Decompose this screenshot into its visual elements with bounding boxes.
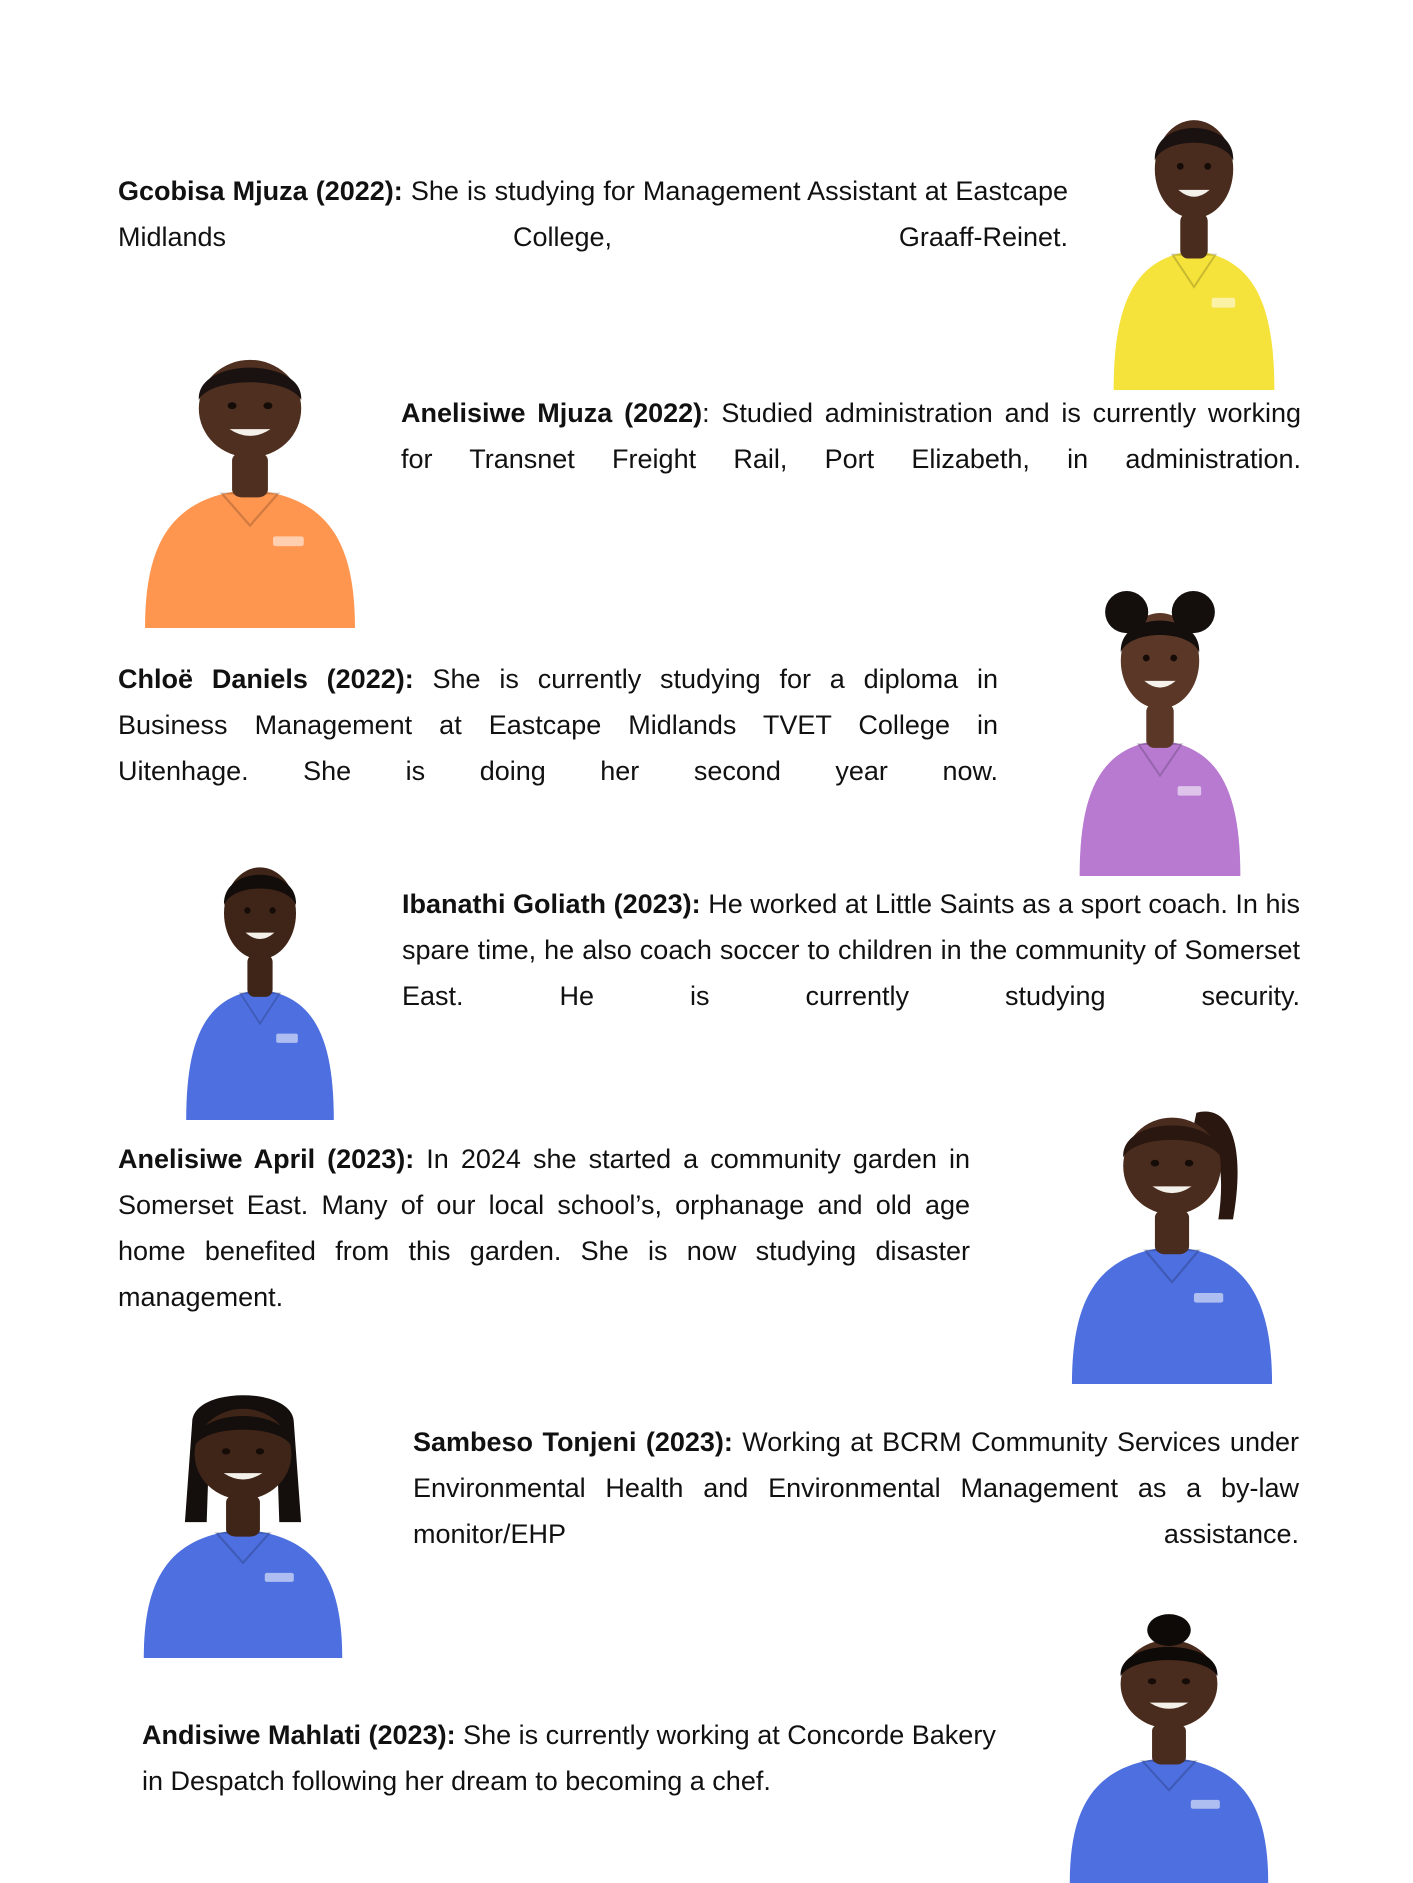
profile-name: Gcobisa Mjuza (2022):: [118, 176, 403, 206]
profile-text: In 2024 she started a community garden in Somerset East. Many of our local school’s, orphanage and old age home benefited from this garden. She is now studying disaster management.: [118, 1144, 970, 1312]
profile-entry-ibanathi: [402, 881, 1300, 1065]
profile-entry-gcobisa: [118, 168, 1068, 306]
profile-name: Chloë Daniels (2022):: [118, 664, 414, 694]
profile-name: Andisiwe Mahlati (2023):: [142, 1720, 456, 1750]
profile-entry-anelisiwe-april: [118, 1136, 970, 1366]
hair-puff-shape: [1172, 591, 1215, 633]
logo-badge-shape: [273, 536, 304, 546]
logo-badge-shape: [1191, 1800, 1220, 1809]
profile-name: Anelisiwe April (2023):: [118, 1144, 415, 1174]
logo-badge-shape: [1178, 786, 1202, 796]
portrait-anelisiwe-mjuza: [122, 316, 378, 628]
profile-entry-chloe: [118, 656, 998, 840]
neck-shape: [232, 453, 268, 498]
hair-bun-shape: [1147, 1614, 1191, 1646]
logo-badge-shape: [276, 1034, 298, 1043]
profile-text: He worked at Little Saints as a sport coach. In his spare time, he also coach soccer to children in the community of Somerset East. He is currently studying security.: [402, 889, 1300, 1011]
profile-name: Ibanathi Goliath (2023):: [402, 889, 701, 919]
profile-text: She is studying for Management Assistant at Eastcape Midlands College, Graaff-Reinet.: [118, 176, 1068, 252]
eye-shape: [1182, 1678, 1190, 1684]
eye-shape: [1177, 163, 1184, 170]
portrait-ibanathi: [170, 826, 350, 1120]
neck-shape: [226, 1495, 260, 1537]
neck-shape: [1146, 704, 1173, 748]
eye-shape: [1170, 655, 1177, 662]
profile-name: Anelisiwe Mjuza (2022): [401, 398, 703, 428]
logo-badge-shape: [1194, 1293, 1223, 1303]
hair-puff-shape: [1105, 591, 1148, 633]
eye-shape: [269, 907, 275, 913]
eye-shape: [1185, 1160, 1194, 1167]
neck-shape: [1180, 213, 1207, 258]
eye-shape: [256, 1448, 264, 1454]
neck-shape: [1155, 1210, 1189, 1255]
profile-text: : Studied administration and is currently working for Transnet Freight Rail, Port Elizabeth, in administration.: [401, 398, 1301, 474]
profile-name: Sambeso Tonjeni (2023):: [413, 1427, 733, 1457]
eye-shape: [1143, 655, 1150, 662]
portrait-chloe: [1062, 570, 1258, 876]
eye-shape: [1151, 1160, 1160, 1167]
profile-entry-andisiwe: [142, 1712, 1022, 1804]
logo-badge-shape: [265, 1573, 294, 1582]
portrait-sambeso: [122, 1368, 364, 1658]
profile-text: Working at BCRM Community Services under Environmental Health and Environmental Management as a by-law monitor/EHP assistance.: [413, 1427, 1299, 1549]
profile-entry-anelisiwe-mjuza: [401, 390, 1301, 528]
neck-shape: [247, 955, 272, 997]
profile-entry-sambeso: [413, 1419, 1299, 1603]
portrait-gcobisa: [1096, 76, 1292, 390]
neck-shape: [1152, 1724, 1186, 1765]
eye-shape: [1204, 163, 1211, 170]
portrait-andisiwe: [1048, 1600, 1290, 1883]
eye-shape: [228, 402, 237, 409]
eye-shape: [244, 907, 250, 913]
profile-text: She is currently studying for a diploma in Business Management at Eastcape Midlands TVET College in Uitenhage. She is doing her second year now.: [118, 664, 998, 786]
portrait-anelisiwe-april: [1050, 1074, 1294, 1384]
eye-shape: [1148, 1678, 1156, 1684]
profile-text: She is currently working at Concorde Bakery in Despatch following her dream to becoming a chef.: [142, 1720, 996, 1796]
eye-shape: [222, 1448, 230, 1454]
eye-shape: [263, 402, 272, 409]
logo-badge-shape: [1212, 298, 1236, 308]
